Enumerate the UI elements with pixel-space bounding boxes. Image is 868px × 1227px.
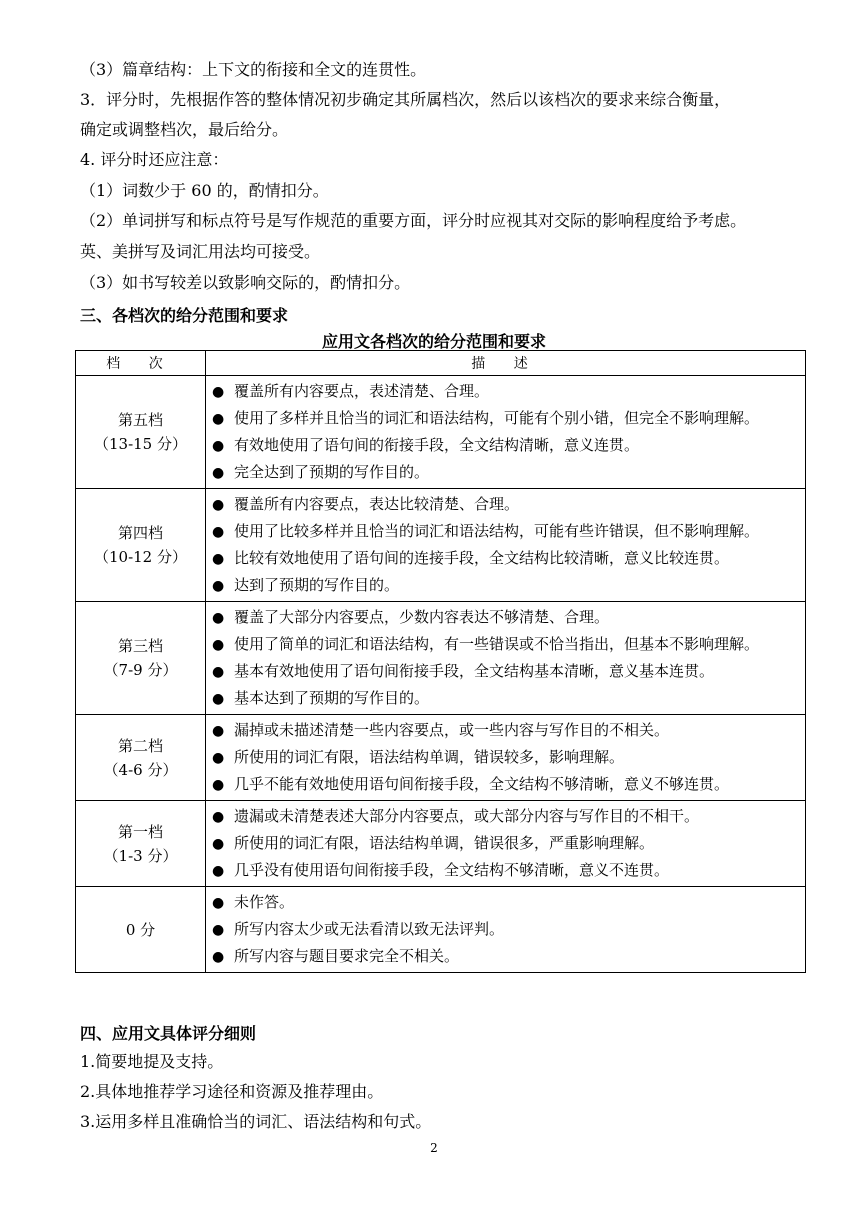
bullet-icon: ●: [212, 524, 225, 540]
description-text: 几乎没有使用语句间衔接手段，全文结构不够清晰，意义不连贯。: [234, 861, 670, 879]
level-cell: [76, 489, 206, 602]
description-text: 覆盖了大部分内容要点，少数内容表达不够清楚、合理。: [234, 608, 610, 626]
level-cell: [76, 887, 206, 973]
description-cell: [206, 489, 806, 602]
description-text: 达到了预期的写作目的。: [234, 576, 400, 594]
header-level: 档 次: [76, 351, 206, 376]
description-text: 使用了比较多样并且恰当的词汇和语法结构，可能有些许错误，但不影响理解。: [234, 522, 760, 540]
description-cell: [206, 376, 806, 489]
bullet-icon: ●: [212, 922, 225, 938]
table-row: [76, 602, 806, 715]
description-item: [212, 572, 799, 599]
description-item: [212, 771, 799, 798]
level-name: 第五档: [117, 411, 163, 429]
description-item: [212, 658, 799, 685]
section-heading: 四、应用文具体评分细则: [80, 1024, 257, 1043]
description-text: 使用了多样并且恰当的词汇和语法结构，可能有个别小错，但完全不影响理解。: [234, 409, 760, 427]
intro-line: （1）词数少于 60 的，酌情扣分。: [80, 181, 329, 200]
description-item: [212, 405, 799, 432]
description-text: 未作答。: [234, 893, 295, 911]
intro-line: 英、美拼写及词汇用法均可接受。: [80, 242, 321, 261]
description-text: 遗漏或未清楚表述大部分内容要点，或大部分内容与写作目的不相干。: [234, 807, 700, 825]
description-text: 所使用的词汇有限，语法结构单调，错误很多，严重影响理解。: [234, 834, 655, 852]
description-text: 覆盖所有内容要点，表述清楚、合理。: [234, 382, 490, 400]
level-cell: [76, 715, 206, 801]
level-cell: [76, 602, 206, 715]
bullet-icon: ●: [212, 723, 225, 739]
table-row: [76, 887, 806, 973]
level-cell: [76, 376, 206, 489]
level-range: （1-3 分）: [103, 846, 178, 865]
description-cell: [206, 602, 806, 715]
page-number: 2: [430, 1141, 438, 1155]
description-item: [212, 631, 799, 658]
description-cell: [206, 801, 806, 887]
description-item: [212, 803, 799, 830]
table-row: [76, 489, 806, 602]
description-item: [212, 685, 799, 712]
description-item: [212, 717, 799, 744]
description-text: 所使用的词汇有限，语法结构单调，错误较多，影响理解。: [234, 748, 625, 766]
table-caption: 应用文各档次的给分范围和要求: [321, 332, 546, 351]
description-item: [212, 943, 799, 970]
description-cell: [206, 715, 806, 801]
description-item: [212, 378, 799, 405]
description-text: 覆盖所有内容要点，表达比较清楚、合理。: [234, 495, 520, 513]
bullet-icon: ●: [212, 384, 225, 400]
level-name: 第二档: [117, 736, 163, 755]
bullet-icon: ●: [212, 750, 225, 766]
bullet-icon: ●: [212, 438, 225, 454]
description-text: 比较有效地使用了语句间的连接手段，全文结构比较清晰，意义比较连贯。: [234, 549, 730, 567]
description-item: [212, 491, 799, 518]
description-text: 基本有效地使用了语句间衔接手段，全文结构基本清晰，意义基本连贯。: [234, 662, 715, 680]
description-text: 所写内容太少或无法看清以致无法评判。: [234, 920, 505, 938]
bullet-icon: ●: [212, 895, 225, 911]
rubric-item: 1.简要地提及支持。: [80, 1052, 224, 1071]
description-text: 使用了简单的词汇和语法结构，有一些错误或不恰当指出，但基本不影响理解。: [234, 635, 760, 653]
bullet-icon: ●: [212, 497, 225, 513]
level-name: 第四档: [117, 524, 163, 542]
level-range: （13-15 分）: [93, 435, 187, 453]
level-name: 第三档: [117, 637, 163, 655]
bullet-icon: ●: [212, 863, 225, 879]
bullet-icon: ●: [212, 637, 225, 653]
level-name: 0 分: [125, 920, 156, 939]
bullet-icon: ●: [212, 809, 225, 825]
section-heading: 三、各档次的给分范围和要求: [80, 306, 289, 325]
intro-line: （3）篇章结构：上下文的衔接和全文的连贯性。: [80, 60, 427, 79]
description-item: [212, 857, 799, 884]
description-item: [212, 830, 799, 857]
rubric-item: 2.具体地推荐学习途径和资源及推荐理由。: [80, 1082, 384, 1101]
bullet-icon: ●: [212, 465, 225, 481]
intro-line: 确定或调整档次，最后给分。: [80, 120, 289, 139]
description-item: [212, 459, 799, 486]
grading-table: [75, 350, 806, 973]
level-range: （10-12 分）: [93, 548, 187, 566]
level-range: （7-9 分）: [103, 661, 178, 679]
intro-line: （3）如书写较差以致影响交际的，酌情扣分。: [80, 273, 411, 292]
bullet-icon: ●: [212, 664, 225, 680]
bullet-icon: ●: [212, 551, 225, 567]
description-text: 漏掉或未描述清楚一些内容要点，或一些内容与写作目的不相关。: [234, 721, 670, 739]
level-range: （4-6 分）: [103, 760, 178, 779]
intro-line: （2）单词拼写和标点符号是写作规范的重要方面，评分时应视其对交际的影响程度给予考虑。: [80, 211, 747, 230]
rubric-item: 3.运用多样且准确恰当的词汇、语法结构和句式。: [80, 1112, 432, 1131]
bullet-icon: ●: [212, 949, 225, 965]
description-item: [212, 744, 799, 771]
intro-line: 3．评分时，先根据作答的整体情况初步确定其所属档次，然后以该档次的要求来综合衡量，: [80, 90, 731, 109]
description-text: 几乎不能有效地使用语句间衔接手段，全文结构不够清晰，意义不够连贯。: [234, 775, 730, 793]
bullet-icon: ●: [212, 777, 225, 793]
description-cell: [206, 887, 806, 973]
bullet-icon: ●: [212, 836, 225, 852]
level-cell: [76, 801, 206, 887]
description-text: 基本达到了预期的写作目的。: [234, 689, 430, 707]
description-item: [212, 889, 799, 916]
table-header-row: [76, 351, 806, 376]
table-row: [76, 376, 806, 489]
bullet-icon: ●: [212, 578, 225, 594]
table-row: [76, 801, 806, 887]
description-item: [212, 916, 799, 943]
intro-line: 4. 评分时还应注意：: [80, 150, 229, 169]
bullet-icon: ●: [212, 411, 225, 427]
table-row: [76, 715, 806, 801]
header-description: 描 述: [206, 351, 806, 376]
description-item: [212, 604, 799, 631]
description-item: [212, 545, 799, 572]
description-item: [212, 432, 799, 459]
bullet-icon: ●: [212, 691, 225, 707]
description-item: [212, 518, 799, 545]
level-name: 第一档: [117, 822, 163, 841]
description-text: 所写内容与题目要求完全不相关。: [234, 947, 460, 965]
description-text: 有效地使用了语句间的衔接手段，全文结构清晰，意义连贯。: [234, 436, 640, 454]
description-text: 完全达到了预期的写作目的。: [234, 463, 430, 481]
bullet-icon: ●: [212, 610, 225, 626]
